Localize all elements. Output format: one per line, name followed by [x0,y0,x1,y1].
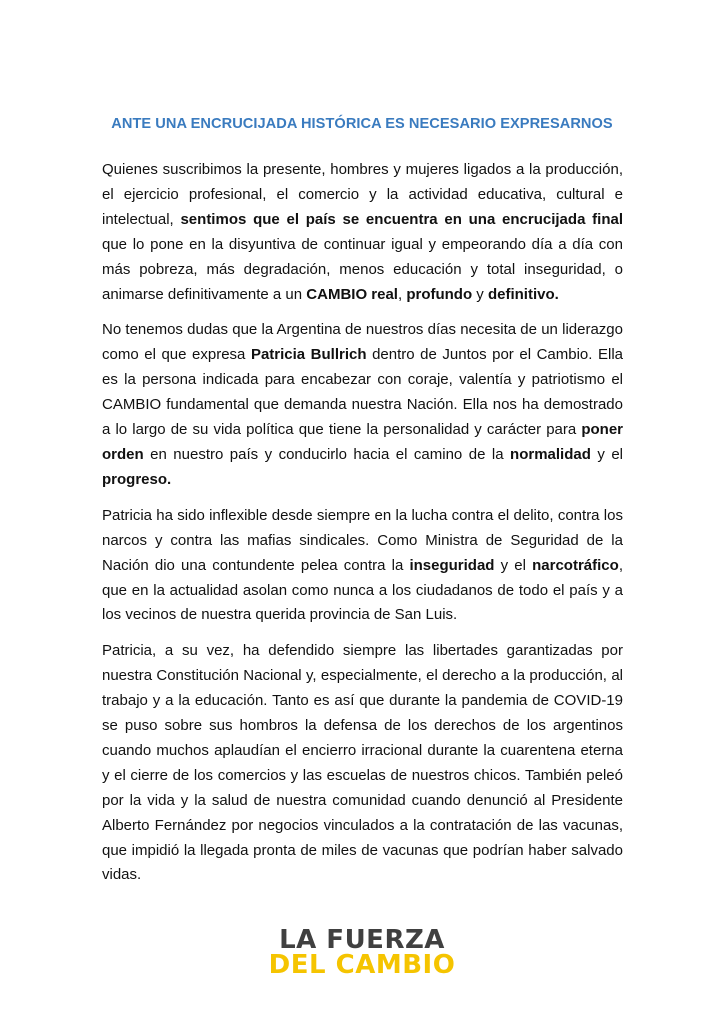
la-fuerza-del-cambio-logo [0,925,724,980]
document-body [102,158,623,899]
bold-text: narcotráfico [532,556,619,574]
logo-line-2: DEL CAMBIO [268,950,456,980]
text: que lo pone en la disyuntiva de continuar igual y empeorando día a día con más pobreza, más degradación, menos educación y total inseguridad, o animarse definitivamente a un [102,235,623,303]
bold-text: inseguridad [409,556,495,574]
bold-text: poner orden [102,421,623,463]
text: , que en la actualidad asolan como nunca a los ciudadanos de todo el país y a los vecinos de nuestra querida provincia de San Luis. [102,556,623,624]
text: y el [494,556,533,574]
paragraph [102,504,623,629]
bold-text: CAMBIO real [306,285,398,303]
document-title: ANTE UNA ENCRUCIJADA HISTÓRICA ES NECESARIO EXPRESARNOS [111,116,613,132]
paragraph [102,639,623,888]
paragraph [102,318,623,492]
bold-text: profundo [406,285,473,303]
bold-text: progreso. [102,470,172,488]
text: No tenemos dudas que la Argentina de nuestros días necesita de un liderazgo como el que expresa [102,321,623,364]
bold-text: sentimos que el país se encuentra en una encrucijada final [180,210,623,228]
text: Quienes suscribimos la presente, hombres y mujeres ligados a la producción, el ejercicio profesional, el comercio y la actividad educativa, cultural e intelectual, [102,161,623,228]
text: Patricia ha sido inflexible desde siempre en la lucha contra el delito, contra los narcos y contra las mafias sindicales. Como Ministra de Seguridad de la Nación dio una contundente pelea contra la [102,506,623,574]
text: y [472,285,488,303]
text: en nuestro país y conducirlo hacia el camino de la [143,445,511,463]
bold-text: definitivo. [487,285,559,303]
paragraph [102,158,623,307]
text: dentro de Juntos por el Cambio. Ella es la persona indicada para encabezar con coraje, valentía y patriotismo el CAMBIO fundamental que demanda nuestra Nación. Ella nos ha demostrado a lo largo de su vida política que tiene la personalidad y carácter para [102,346,623,439]
bold-text: Patricia Bullrich [250,346,367,364]
text: , [397,285,407,303]
text: Patricia, a su vez, ha defendido siempre las libertades garantizadas por nuestra Constitución Nacional y, especialmente, el derecho a la producción, al trabajo y a la educación. Tanto es así que durante la pandemia de COVID-19 se puso sobre sus hombros la defensa de los derechos de los argentinos cuando muchos aplaudían el encierro irracional durante la cuarentena eterna y el cierre de los comercios y las escuelas de nuestros chicos. También peleó por la vida y la salud de nuestra comunidad cuando denunció al Presidente Alberto Fernández por negocios vinculados a la contratación de las vacunas, que impidió la llegada pronta de miles de vacunas que podrían haber salvado vidas. [102,642,623,884]
text: y el [590,445,624,463]
bold-text: normalidad [510,445,591,463]
logo-line-1: LA FUERZA [279,925,445,955]
